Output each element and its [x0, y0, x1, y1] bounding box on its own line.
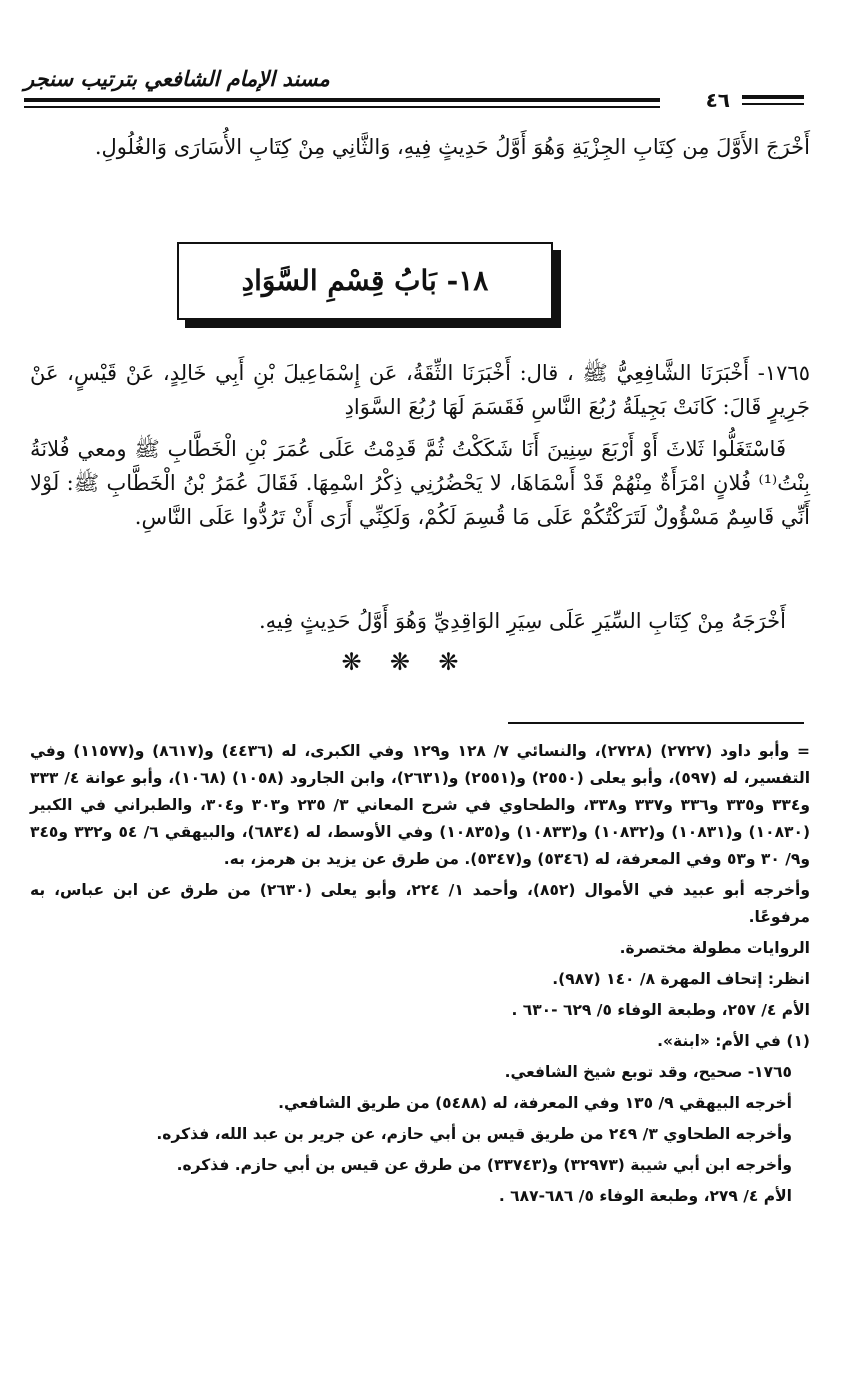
- footnotes-block: [30, 738, 810, 1214]
- header-rule-right-thin: [742, 103, 804, 105]
- header-rule-right-thick: [742, 95, 804, 99]
- footnote-line: الأم ٤/ ٢٧٩، وطبعة الوفاء ٥/ ٦٨٦-٦٨٧ .: [498, 1187, 792, 1205]
- footnote-line: أخرجه البيهقي ٩/ ١٣٥ وفي المعرفة، له (٥٤٨٨) من طريق الشافعي.: [278, 1094, 792, 1112]
- chapter-heading-box: [177, 242, 553, 320]
- header-rule-thin: [24, 106, 660, 108]
- hadith-paragraph-1: ١٧٦٥- أَخْبَرَنَا الشَّافِعِيُّ ﷺ ، قال: أَخْبَرَنَا الثِّقَةُ، عَن إِسْمَاعِيلَ بْنِ أَبِي خَالِدٍ، عَنْ قَيْسٍ، عَنْ جَرِيرٍ قَالَ: كَانَتْ بَجِيلَةُ رُبُعَ النَّاسِ فَقَسَمَ لَهَا رُبُعَ السَّوَادِ: [30, 361, 810, 419]
- running-header-title: مسند الإمام الشافعي بترتيب سنجر: [24, 66, 330, 91]
- footnote-line: = وأبو داود (٢٧٢٧) (٢٧٢٨)، والنسائي ٧/ ١٢٨ و١٢٩ وفي الكبرى، له (٤٤٣٦) و(٨٦١٧) و(١١٥٧٧) وفي التفسير، له (٥٩٧)، وأبو يعلى (٢٥٥٠) و(٢٥٥١) و(٢٦٣١)، وابن الجارود (١٠٥٨) (١٠٦٨)، وأبو عوانة ٤/ ٣٣٣ و٣٣٤ و٣٣٥ و٣٣٦ و٣٣٧ و٣٣٨، والطحاوي في شرح المعاني ٣/ ٢٣٥ و٣٠٣ و٣٠٤، والطبراني في الكبير (١٠٨٣٠) و(١٠٨٣١) و(١٠٨٣٢) و(١٠٨٣٣) و(١٠٨٣٥) وفي الأوسط، له (٦٨٣٤)، والبيهقي ٦/ ٥٤ و٣٣٢ و٣٤٥ و٩/ ٣٠ و٥٣ وفي المعرفة، له (٥٣٤٦) و(٥٣٤٧). من طرق عن يزيد بن هرمز، به.: [30, 742, 811, 868]
- hadith-paragraph-2: فَاسْتَغَلُّوا ثَلاثَ أَوْ أَرْبَعَ سِنِينَ أَنَا شَكَكْتُ ثُمَّ قَدِمْتُ عَلَى عُمَرَ بْنِ الْخَطَّابِ ﷺ ومعي فُلانَةُ بِنْتُ⁽¹⁾ فُلانٍ امْرَأَةٌ مِنْهُمْ قَدْ أَسْمَاهَا، لا يَحْضُرُنِي ذِكْرُ اسْمِهَا. فَقَالَ عُمَرُ بْنُ الْخَطَّابِ ﷺ: لَوْلا أَنِّي قَاسِمٌ مَسْؤُولٌ لَتَرَكْتُكُمْ عَلَى مَا قُسِمَ لَكُمْ، وَلَكِنِّي أَرَى أَنْ تَرُدُّوا عَلَى النَّاسِ.: [30, 437, 810, 529]
- footnote-line: انظر: إتحاف المهرة ٨/ ١٤٠ (٩٨٧).: [552, 970, 810, 988]
- footnote-line: وأخرجه الطحاوي ٣/ ٢٤٩ من طريق قيس بن أبي حازم، عن جرير بن عبد الله، فذكره.: [156, 1125, 792, 1143]
- intro-paragraph: أَخْرَجَ الأَوَّلَ مِن كِتَابِ الجِزْيَةِ وَهُوَ أَوَّلُ حَدِيثٍ فِيهِ، وَالثَّانِي مِنْ كِتَابِ الأُسَارَى وَالغُلُولِ.: [94, 135, 810, 159]
- footnote-line: ١٧٦٥- صحيح، وقد توبع شيخ الشافعي.: [504, 1063, 792, 1081]
- footnote-line: الأم ٤/ ٢٥٧، وطبعة الوفاء ٥/ ٦٢٩ -٦٣٠ .: [511, 1001, 810, 1019]
- footnote-line: وأخرجه ابن أبي شيبة (٣٢٩٧٣) و(٣٣٧٤٣) من طرق عن قيس بن أبي حازم. فذكره.: [176, 1156, 792, 1174]
- footnote-rule: [508, 722, 804, 724]
- page-number: ٤٦: [705, 88, 730, 112]
- header-rule-thick: [24, 98, 660, 102]
- chapter-title: ١٨- بَابُ قِسْمِ السَّوَادِ: [241, 264, 489, 297]
- hadith-paragraph-3: أَخْرَجَهُ مِنْ كِتَابِ السِّيَرِ عَلَى سِيَرِ الوَاقِدِيِّ وَهُوَ أَوَّلُ حَدِيثٍ فِيهِ.: [258, 609, 786, 633]
- footnote-line: الروايات مطولة مختصرة.: [619, 939, 810, 957]
- section-separator-stars: ❋ ❋ ❋: [341, 648, 469, 676]
- footnote-line: وأخرجه أبو عبيد في الأموال (٨٥٢)، وأحمد ١/ ٢٢٤، وأبو يعلى (٢٦٣٠) من طرق عن ابن عباس، به مرفوعًا.: [30, 881, 810, 926]
- footnote-line: (١) في الأم: «ابنة».: [657, 1032, 810, 1050]
